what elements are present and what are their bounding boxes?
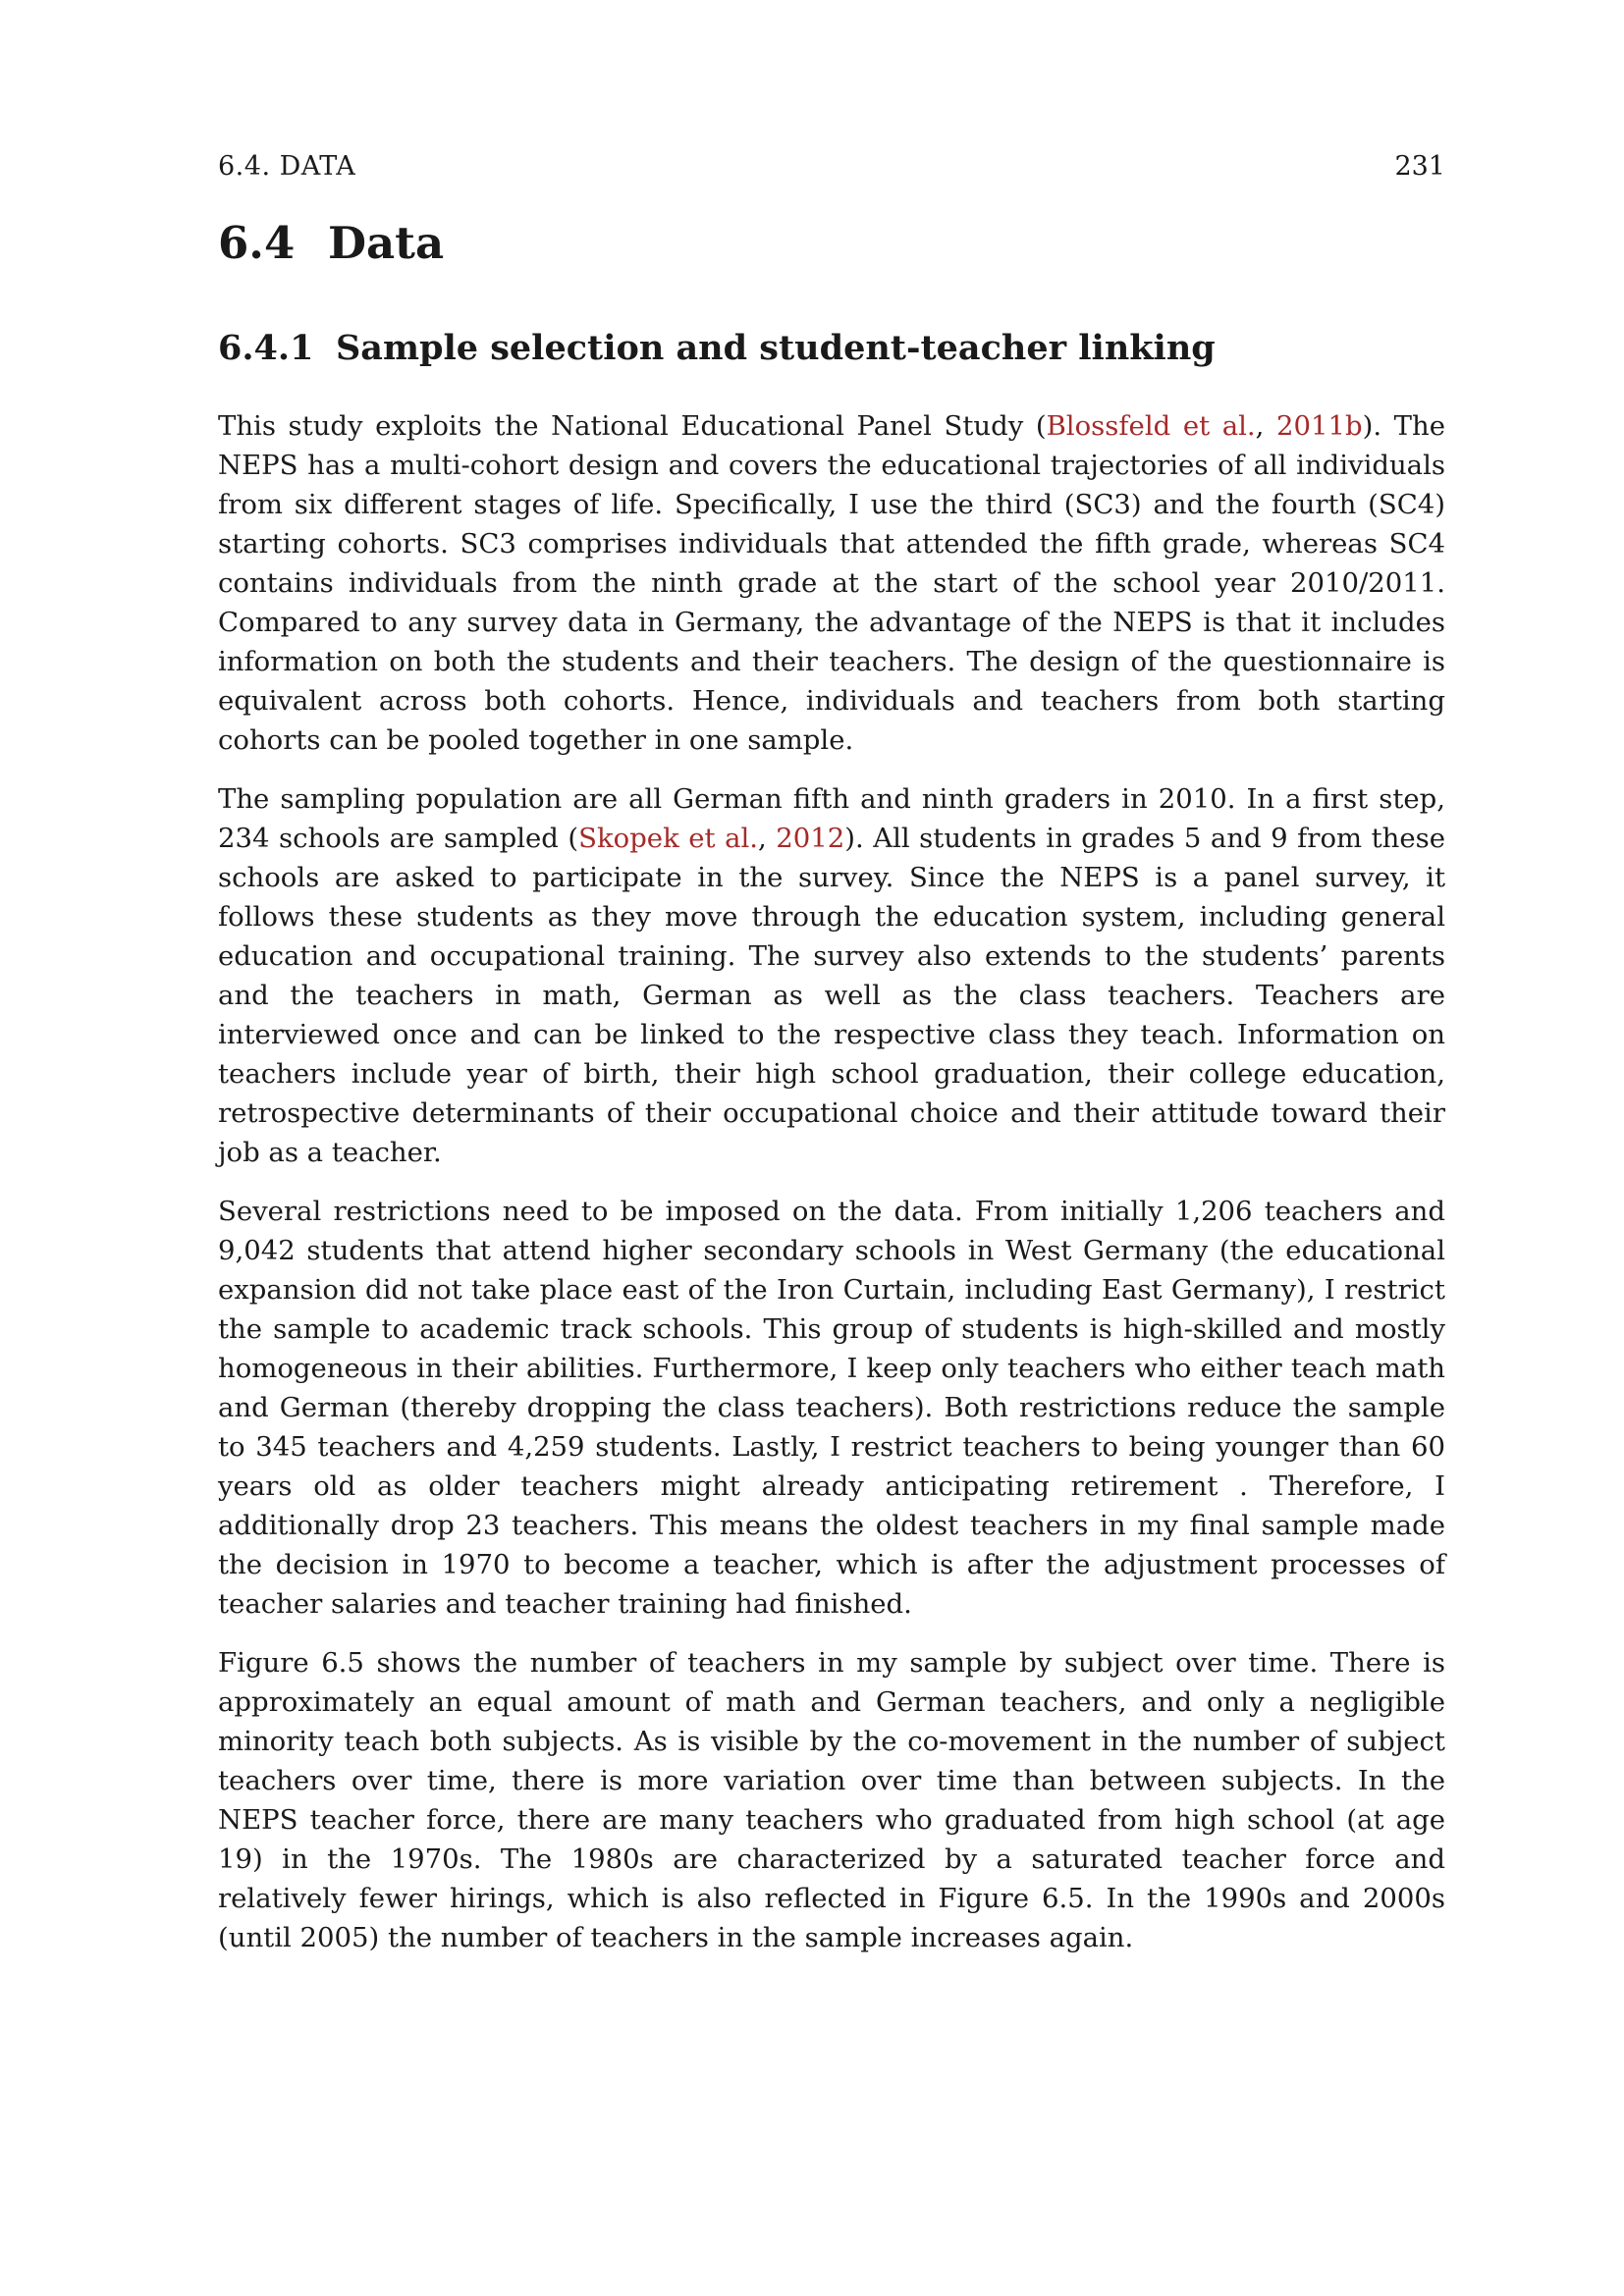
citation-separator: , — [1255, 410, 1277, 442]
citation-blossfeld-year[interactable]: 2011b — [1276, 410, 1363, 442]
paragraph-2-text-before: The sampling population are all German fifth and ninth graders in 2010. In a first step, 234 schools are sampled ( — [218, 783, 1445, 854]
citation-skopek-authors[interactable]: Skopek et al. — [578, 823, 758, 854]
page-number: 231 — [1394, 151, 1445, 182]
paragraph-2 — [218, 779, 1445, 1172]
subsection-title: Sample selection and student-teacher linking — [336, 328, 1216, 368]
paragraph-1 — [218, 406, 1445, 760]
running-title: 6.4. DATA — [218, 151, 356, 182]
citation-blossfeld-authors[interactable]: Blossfeld et al. — [1046, 410, 1256, 442]
citation-skopek-year[interactable]: 2012 — [776, 823, 845, 854]
section-heading — [218, 214, 1445, 273]
body-text — [218, 406, 1445, 1957]
section-number: 6.4 — [218, 217, 296, 269]
section-title: Data — [328, 217, 445, 269]
paragraph-1-text-before: This study exploits the National Educational Panel Study ( — [218, 410, 1047, 442]
subsection-heading — [218, 324, 1445, 373]
subsection-number: 6.4.1 — [218, 328, 314, 368]
paragraph-1-text-after: ). The NEPS has a multi-cohort design and covers the educational trajectories of all individuals from six different stages of life. Specifically, I use the third (SC3) and the fourth (SC4) starting cohorts. SC3 comprises individuals that attended the fifth grade, whereas SC4 contains individuals from the ninth grade at the start of the school year 2010/2011. Compared to any survey data in Germany, the advantage of the NEPS is that it includes information on both the students and their teachers. The design of the questionnaire is equivalent across both cohorts. Hence, individuals and teachers from both starting cohorts can be pooled together in one sample. — [218, 410, 1445, 756]
page — [218, 147, 1445, 1977]
paragraph-3: Several restrictions need to be imposed on the data. From initially 1,206 teachers and 9,042 students that attend higher secondary schools in West Germany (the educational expansion did not take place east of the Iron Curtain, including East Germany), I restrict the sample to academic track schools. This group of students is high-skilled and mostly homogeneous in their abilities. Furthermore, I keep only teachers who either teach math and German (thereby dropping the class teachers). Both restrictions reduce the sample to 345 teachers and 4,259 students. Lastly, I restrict teachers to being younger than 60 years old as older teachers might already anticipating retirement . Therefore, I additionally drop 23 teachers. This means the oldest teachers in my final sample made the decision in 1970 to become a teacher, which is after the adjustment processes of teacher salaries and teacher training had finished. — [218, 1196, 1445, 1620]
citation-separator: , — [758, 823, 777, 854]
paragraph-4: Figure 6.5 shows the number of teachers in my sample by subject over time. There is approximately an equal amount of math and German teachers, and only a negligible minority teach both subjects. As is visible by the co-movement in the number of subject teachers over time, there is more variation over time than between subjects. In the NEPS teacher force, there are many teachers who graduated from high school (at age 19) in the 1970s. The 1980s are characterized by a saturated teacher force and relatively fewer hirings, which is also reflected in Figure 6.5. In the 1990s and 2000s (until 2005) the number of teachers in the sample increases again. — [218, 1647, 1445, 1953]
paragraph-2-text-after: ). All students in grades 5 and 9 from these schools are asked to participate in the survey. Since the NEPS is a panel survey, it follows these students as they move through the education system, including general education and occupational training. The survey also extends to the students’ parents and the teachers in math, German as well as the class teachers. Teachers are interviewed once and can be linked to the respective class they teach. Information on teachers include year of birth, their high school graduation, their college education, retrospective determinants of their occupational choice and their attitude toward their job as a teacher. — [218, 823, 1446, 1168]
running-header — [218, 147, 1445, 187]
